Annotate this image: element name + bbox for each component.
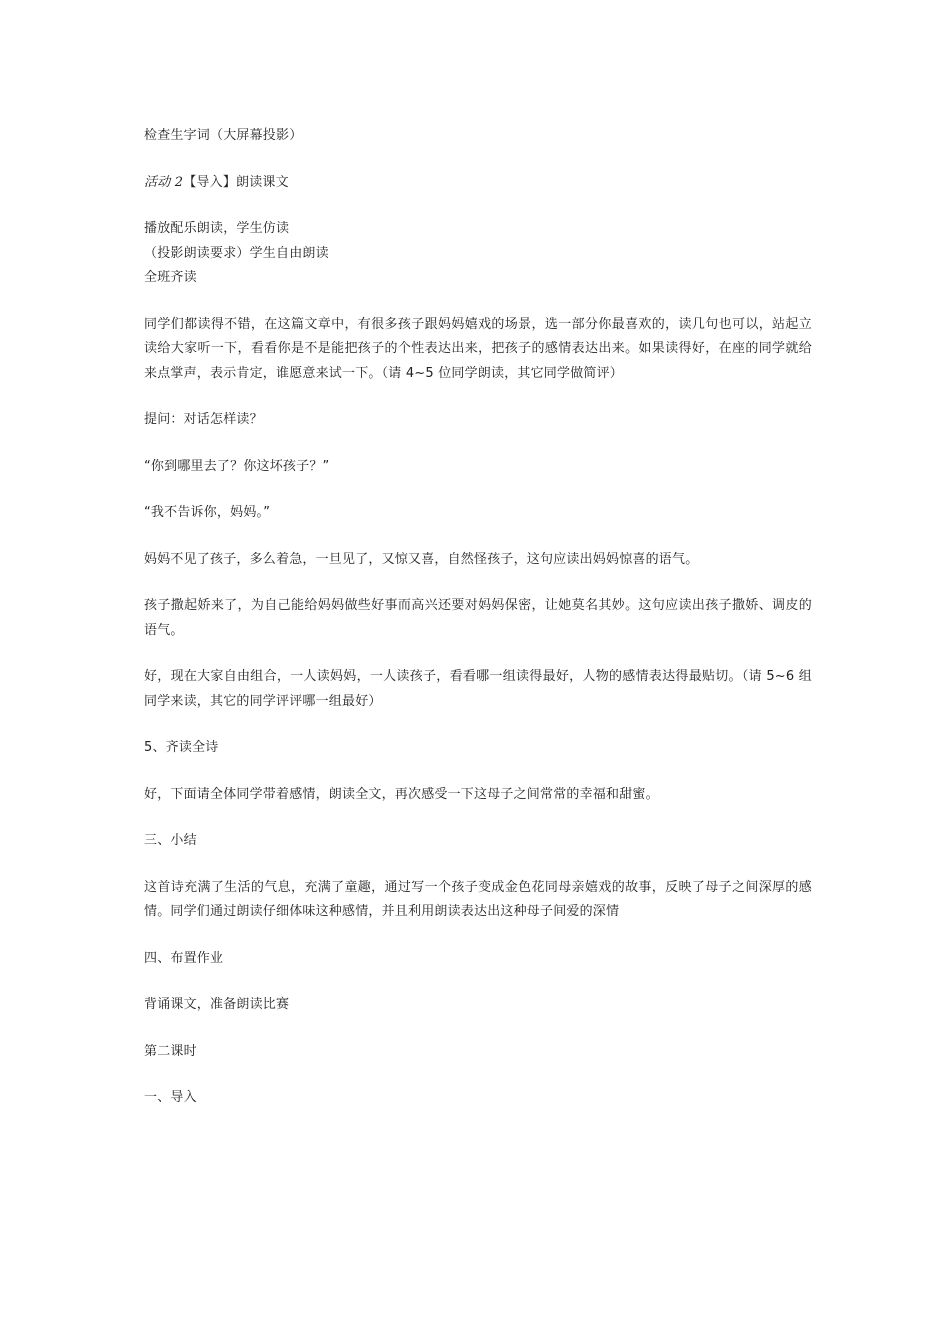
paragraph-summary: 这首诗充满了生活的气息，充满了童趣，通过写一个孩子变成金色花同母亲嬉戏的故事，反映了母子之间深厚的感情。同学们通过朗读仔细体味这种感情，并且利用朗读表达出这种母子间爱的深情 xyxy=(144,879,812,919)
paragraph-reading-steps xyxy=(144,217,812,291)
activity-title: 【导入】朗读课文 xyxy=(183,174,289,190)
reading-step: 播放配乐朗读，学生仿读 xyxy=(144,221,290,236)
paragraph-group-reading: 好，现在大家自由组合，一人读妈妈，一人读孩子，看看哪一组读得最好，人物的感情表达得最贴切。（请 5~6 组同学来读，其它的同学评评哪一组最好） xyxy=(144,669,812,709)
document-page xyxy=(144,124,812,1133)
paragraph-quote-mother: “你到哪里去了？你这坏孩子？” xyxy=(144,458,330,474)
reading-step: （投影朗读要求）学生自由朗读 xyxy=(144,245,329,261)
paragraph-question: 提问：对话怎样读？ xyxy=(144,412,263,427)
activity-label: 活动 2 xyxy=(144,174,184,190)
paragraph-quote-child: “我不告诉你，妈妈。” xyxy=(144,505,271,520)
paragraph-student-reading: 同学们都读得不错，在这篇文章中，有很多孩子跟妈妈嬉戏的场景，选一部分你最喜欢的，读几句也可以，站起立读给大家听一下，看看你是不是能把孩子的个性表达出来，把孩子的感情表达出来。如果读得好，在座的同学就给来点掌声，表示肯定，谁愿意来试一下。（请 4~5 位同学朗读，其它同学做简评） xyxy=(144,316,812,381)
heading-summary: 三、小结 xyxy=(144,833,197,848)
paragraph-activity-2 xyxy=(144,171,812,196)
heading-read-whole-poem: 5、齐读全诗 xyxy=(144,740,219,755)
paragraph-mother-tone: 妈妈不见了孩子，多么着急，一旦见了，又惊又喜，自然怪孩子，这句应读出妈妈惊喜的语气。 xyxy=(144,551,699,567)
heading-homework: 四、布置作业 xyxy=(144,950,224,966)
heading-second-lesson: 第二课时 xyxy=(144,1043,197,1059)
heading-introduction: 一、导入 xyxy=(144,1090,197,1105)
paragraph-homework: 背诵课文，准备朗读比赛 xyxy=(144,997,290,1012)
reading-step: 全班齐读 xyxy=(144,270,197,285)
paragraph-child-tone: 孩子撒起娇来了，为自己能给妈妈做些好事而高兴还要对妈妈保密，让她莫名其妙。这句应读出孩子撒娇、调皮的语气。 xyxy=(144,598,812,638)
paragraph-whole-class: 好，下面请全体同学带着感情，朗读全文，再次感受一下这母子之间常常的幸福和甜蜜。 xyxy=(144,786,659,802)
paragraph-check-words: 检查生字词（大屏幕投影） xyxy=(144,128,303,143)
